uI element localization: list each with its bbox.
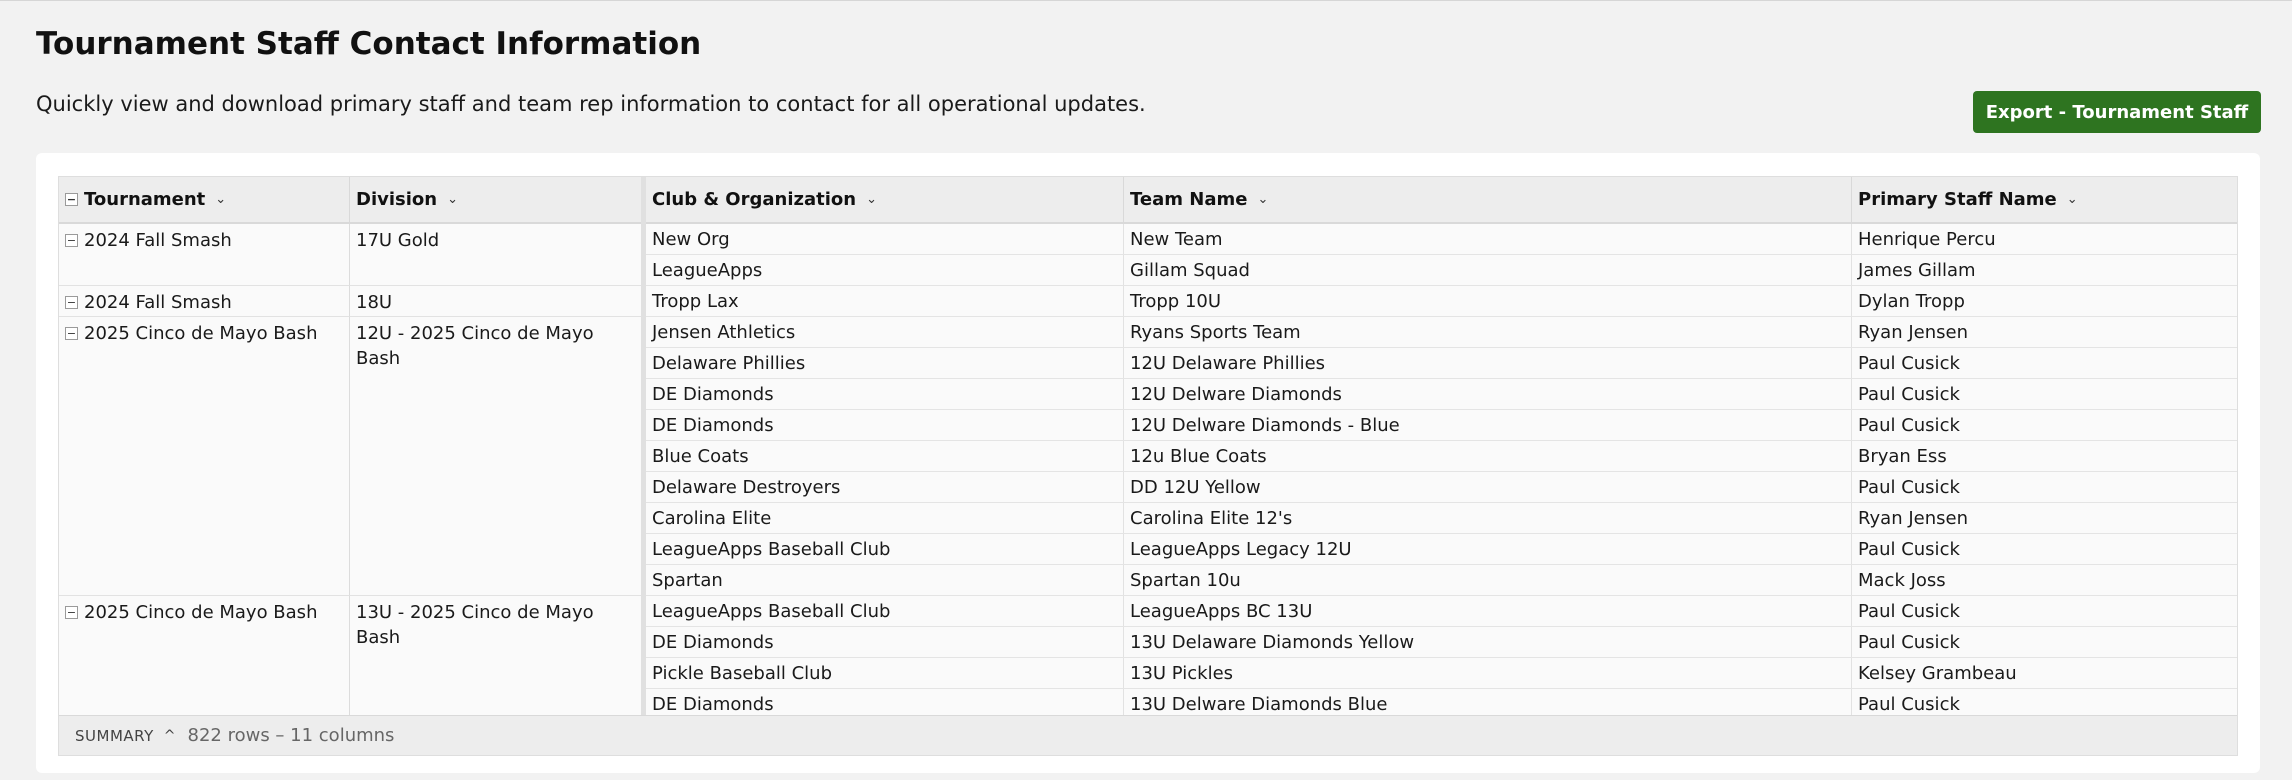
- group-cell-division[interactable]: [350, 317, 642, 596]
- cell-primary-staff[interactable]: Paul Cusick: [1858, 538, 1960, 560]
- cell-club[interactable]: Pickle Baseball Club: [646, 658, 1124, 688]
- table-row[interactable]: [646, 658, 2237, 689]
- cell-team-name[interactable]: Gillam Squad: [1124, 255, 1852, 285]
- chevron-down-icon[interactable]: ⌄: [215, 192, 227, 207]
- cell-team-name[interactable]: 13U Delware Diamonds Blue: [1124, 689, 1852, 715]
- table-row[interactable]: [646, 503, 2237, 534]
- cell-club[interactable]: DE Diamonds: [646, 410, 1124, 440]
- table-row[interactable]: [646, 565, 2237, 596]
- table-row[interactable]: [646, 596, 2237, 627]
- group-cell-tournament[interactable]: [59, 286, 350, 317]
- cell-primary-staff[interactable]: Kelsey Grambeau: [1858, 662, 2017, 684]
- page-subtitle: Quickly view and download primary staff and team rep information to contact for all operational updates.: [36, 92, 1146, 116]
- cell-club[interactable]: Blue Coats: [646, 441, 1124, 471]
- collapse-group-icon[interactable]: −: [66, 296, 77, 309]
- cell-team-name[interactable]: LeagueApps BC 13U: [1124, 596, 1852, 626]
- table-row[interactable]: [646, 689, 2237, 715]
- cell-team-name[interactable]: 13U Pickles: [1124, 658, 1852, 688]
- collapse-group-icon[interactable]: −: [66, 234, 77, 247]
- cell-club[interactable]: Tropp Lax: [646, 286, 1124, 316]
- staff-data-grid: [58, 176, 2238, 756]
- cell-primary-staff[interactable]: Paul Cusick: [1858, 352, 1960, 374]
- cell-primary-staff[interactable]: Henrique Percu: [1858, 228, 1996, 250]
- group-tournament-label: 2024 Fall Smash: [84, 230, 232, 251]
- table-row[interactable]: [646, 379, 2237, 410]
- table-row[interactable]: [646, 224, 2237, 255]
- chevron-up-icon[interactable]: ^: [163, 727, 176, 744]
- cell-primary-staff[interactable]: Paul Cusick: [1858, 476, 1960, 498]
- table-row[interactable]: [646, 410, 2237, 441]
- cell-club[interactable]: Delaware Phillies: [646, 348, 1124, 378]
- chevron-down-icon[interactable]: ⌄: [447, 192, 458, 207]
- group-division-label: 12U - 2025 Cinco de Mayo Bash: [356, 323, 594, 369]
- chevron-down-icon[interactable]: ⌄: [2066, 192, 2078, 207]
- cell-team-name[interactable]: Tropp 10U: [1124, 286, 1852, 316]
- grid-header: [59, 177, 2237, 224]
- cell-club[interactable]: Jensen Athletics: [646, 317, 1124, 347]
- cell-team-name[interactable]: Carolina Elite 12's: [1124, 503, 1852, 533]
- table-row[interactable]: [646, 441, 2237, 472]
- cell-primary-staff[interactable]: Dylan Tropp: [1858, 290, 1965, 312]
- cell-club[interactable]: Carolina Elite: [646, 503, 1124, 533]
- top-divider: [0, 0, 2292, 1]
- group-cell-tournament[interactable]: [59, 596, 350, 715]
- cell-club[interactable]: Delaware Destroyers: [646, 472, 1124, 502]
- table-row[interactable]: [646, 627, 2237, 658]
- column-header-label: Team Name: [1130, 189, 1248, 210]
- cell-team-name[interactable]: DD 12U Yellow: [1124, 472, 1852, 502]
- cell-primary-staff[interactable]: James Gillam: [1858, 259, 1976, 281]
- group-tournament-label: 2025 Cinco de Mayo Bash: [84, 602, 318, 623]
- group-tournament-label: 2025 Cinco de Mayo Bash: [84, 323, 318, 344]
- group-cell-tournament[interactable]: [59, 224, 350, 286]
- cell-club[interactable]: New Org: [646, 224, 1124, 254]
- column-header-label: Tournament: [84, 189, 206, 210]
- group-cell-tournament[interactable]: [59, 317, 350, 596]
- cell-club[interactable]: Spartan: [646, 565, 1124, 595]
- summary-label: SUMMARY: [75, 726, 154, 745]
- column-header-label: Club & Organization: [652, 189, 857, 210]
- table-row[interactable]: [646, 472, 2237, 503]
- table-card: [36, 153, 2260, 773]
- cell-primary-staff[interactable]: Paul Cusick: [1858, 631, 1960, 653]
- column-header-division[interactable]: [350, 177, 642, 222]
- cell-primary-staff[interactable]: Paul Cusick: [1858, 414, 1960, 436]
- cell-club[interactable]: LeagueApps Baseball Club: [646, 596, 1124, 626]
- cell-primary-staff[interactable]: Paul Cusick: [1858, 693, 1960, 715]
- column-header-primary-staff[interactable]: [1852, 177, 2237, 222]
- collapse-group-icon[interactable]: −: [66, 327, 77, 340]
- cell-team-name[interactable]: 12U Delware Diamonds: [1124, 379, 1852, 409]
- table-row[interactable]: [646, 534, 2237, 565]
- cell-club[interactable]: LeagueApps Baseball Club: [646, 534, 1124, 564]
- group-tournament-label: 2024 Fall Smash: [84, 292, 232, 313]
- group-cell-division[interactable]: [350, 286, 642, 317]
- column-header-tournament[interactable]: [59, 177, 350, 222]
- summary-count: 822 rows – 11 columns: [187, 725, 395, 746]
- cell-primary-staff[interactable]: Paul Cusick: [1858, 600, 1960, 622]
- group-cell-division[interactable]: [350, 596, 642, 715]
- group-division-label: 18U: [356, 292, 393, 313]
- collapse-group-icon[interactable]: −: [66, 606, 77, 619]
- group-division-label: 17U Gold: [356, 230, 440, 251]
- cell-club[interactable]: DE Diamonds: [646, 689, 1124, 715]
- cell-club[interactable]: DE Diamonds: [646, 379, 1124, 409]
- cell-primary-staff[interactable]: Paul Cusick: [1858, 383, 1960, 405]
- table-row[interactable]: [646, 255, 2237, 286]
- grid-body: [59, 224, 2237, 715]
- column-header-club[interactable]: [646, 177, 1124, 222]
- cell-primary-staff[interactable]: Ryan Jensen: [1858, 507, 1968, 529]
- export-tournament-staff-button[interactable]: Export - Tournament Staff: [1973, 91, 2261, 133]
- summary-bar[interactable]: [59, 715, 2237, 755]
- column-header-label: Division: [356, 189, 438, 210]
- chevron-down-icon[interactable]: ⌄: [1257, 192, 1269, 207]
- cell-primary-staff[interactable]: Mack Joss: [1858, 569, 1946, 591]
- cell-team-name[interactable]: 12U Delware Diamonds - Blue: [1124, 410, 1852, 440]
- table-row[interactable]: [646, 286, 2237, 317]
- cell-club[interactable]: LeagueApps: [646, 255, 1124, 285]
- page-title: Tournament Staff Contact Information: [36, 26, 702, 62]
- cell-team-name[interactable]: 13U Delaware Diamonds Yellow: [1124, 627, 1852, 657]
- cell-primary-staff[interactable]: Ryan Jensen: [1858, 321, 1968, 343]
- cell-team-name[interactable]: 12U Delaware Phillies: [1124, 348, 1852, 378]
- cell-club[interactable]: DE Diamonds: [646, 627, 1124, 657]
- column-header-team-name[interactable]: [1124, 177, 1852, 222]
- column-header-label: Primary Staff Name: [1858, 189, 2057, 210]
- cell-team-name[interactable]: 12u Blue Coats: [1124, 441, 1852, 471]
- group-division-label: 13U - 2025 Cinco de Mayo Bash: [356, 602, 594, 648]
- group-cell-division[interactable]: [350, 224, 642, 286]
- cell-team-name[interactable]: Spartan 10u: [1124, 565, 1852, 595]
- cell-team-name[interactable]: LeagueApps Legacy 12U: [1124, 534, 1852, 564]
- table-row[interactable]: [646, 348, 2237, 379]
- pinned-columns-divider[interactable]: [641, 177, 646, 715]
- collapse-all-icon[interactable]: −: [66, 193, 77, 206]
- chevron-down-icon[interactable]: ⌄: [866, 192, 877, 207]
- cell-primary-staff[interactable]: Bryan Ess: [1858, 445, 1947, 467]
- cell-team-name[interactable]: Ryans Sports Team: [1124, 317, 1852, 347]
- cell-team-name[interactable]: New Team: [1124, 224, 1852, 254]
- table-row[interactable]: [646, 317, 2237, 348]
